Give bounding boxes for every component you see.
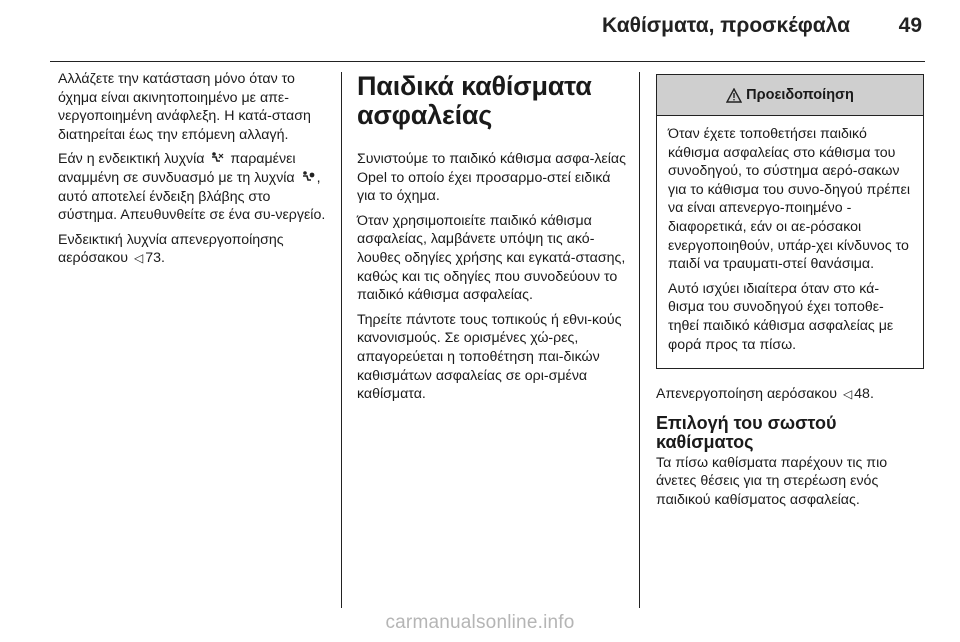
warning-header — [657, 75, 923, 116]
section-heading: Παιδικά καθίσματα ασφαλείας — [357, 71, 592, 130]
subsection-heading: Επιλογή του σωστού καθίσματος — [656, 412, 837, 452]
paragraph-rear-seats: Τα πίσω καθίσματα παρέχουν τις πιο άνετες θέσεις για τη στερέωση ενός παιδικού καθίσματος ασφαλείας. — [656, 454, 888, 508]
paragraph-recommendation: Συνιστούμε το παιδικό κάθισμα ασφα-λείας Opel το οποίο έχει προσαρμο-στεί ειδικά για το όχημα. — [357, 151, 626, 205]
warning-paragraph-2: Αυτό ισχύει ιδιαίτερα όταν στο κά-θισμα του συνοδηγού έχει τοποθε-τηθεί παιδικό κάθισμα ασφαλείας με φορά προς τα πίσω. — [668, 280, 894, 353]
warning-paragraph-1: Όταν έχετε τοποθετήσει παιδικό κάθισμα ασφαλείας στο κάθισμα του συνοδηγού, το σύστημα αερό-σακων για το κάθισμα του συνο-δηγού πρέπει να είναι απενεργο-ποιημένο - διαφορετικά, εάν οι αε-ρόσακοι ενεργοποιηθούν, υπάρ-χει κίνδυνος το παιδί να τραυματι-στεί θανάσιμα. — [668, 126, 911, 273]
paragraph-lamp-fault: Εάν η ενδεικτική λυχνία παραμένει αναμμένη σε συνδυασμό με τη λυχνία , αυτό αποτελεί ένδειξη βλάβης στο σύστημα. Απευθυνθείτε σε ένα συ-νεργείο. — [58, 151, 326, 224]
airbag-off-lamp-icon — [210, 151, 224, 165]
column-1 — [58, 70, 328, 274]
page-number: 49 — [898, 14, 922, 37]
column-divider-1 — [341, 72, 342, 608]
column-2 — [357, 70, 627, 410]
warning-box — [656, 74, 924, 369]
column-divider-2 — [639, 72, 640, 608]
paragraph-lamp-reference: Ενδεικτική λυχνία απενεργοποίησης αερόσακου ◁ 73. — [58, 231, 284, 267]
airbag-lamp-icon — [301, 170, 315, 184]
section-title: Καθίσματα, προσκέφαλα — [602, 14, 850, 37]
page-reference-icon: ◁ — [842, 387, 853, 402]
paragraph-mode-change: Αλλάζετε την κατάσταση μόνο όταν το όχημα είναι ακινητοποιημένο με απε-νεργοποιημένη ανάφλεξη. Η κατά-σταση διατηρείται έως την επόμενη αλλαγή. — [58, 71, 311, 143]
page-header — [0, 0, 960, 62]
header-rule — [50, 61, 925, 62]
paragraph-regulations: Τηρείτε πάντοτε τους τοπικούς ή εθνι-κούς κανονισμούς. Σε ορισμένες χώ-ρες, απαγορεύεται η τοποθέτηση παι-δικών καθισμάτων ασφαλείας σε ορι-σμένα καθίσματα. — [357, 311, 622, 403]
watermark: carmanualsonline.info — [385, 612, 575, 633]
paragraph-airbag-reference: Απενεργοποίηση αερόσακου ◁ 48. — [656, 386, 874, 403]
warning-title: Προειδοποίηση — [746, 86, 854, 103]
column-3 — [656, 70, 924, 516]
page-reference-icon: ◁ — [133, 251, 144, 266]
warning-body — [657, 116, 923, 368]
warning-triangle-icon — [726, 88, 742, 103]
paragraph-instructions: Όταν χρησιμοποιείτε παιδικό κάθισμα ασφαλείας, λαμβάνετε υπόψη τις ακό-λουθες οδηγίες χρήσης και εγκατά-στασης, καθώς και τις οδηγίες που συνοδεύουν το παιδικό κάθισμα ασφαλείας. — [357, 212, 626, 304]
